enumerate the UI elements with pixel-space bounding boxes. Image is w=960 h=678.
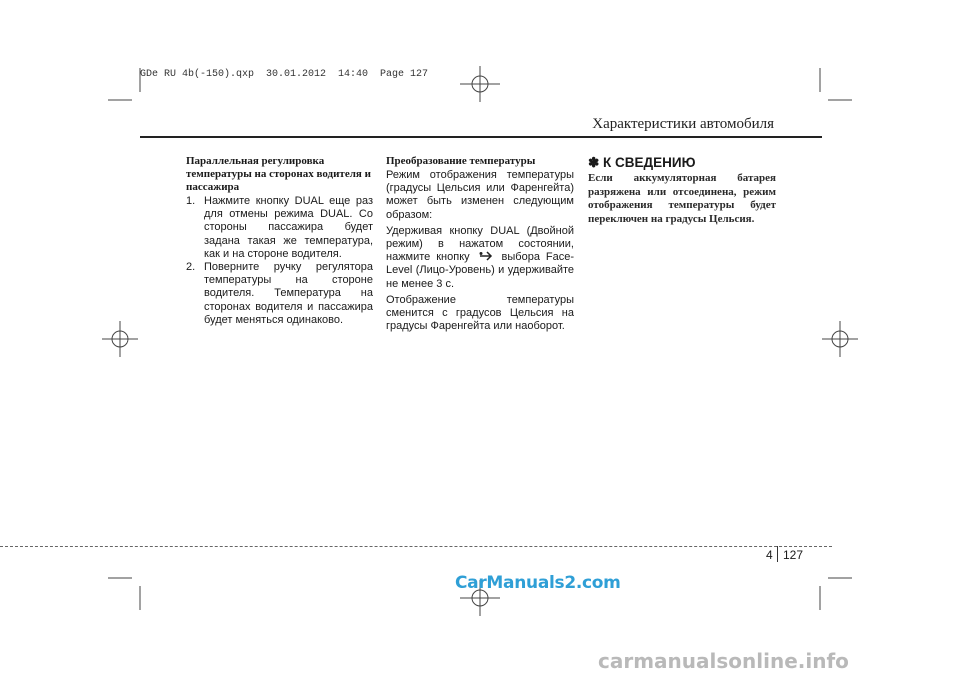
chapter-divider: [777, 546, 778, 562]
registration-crosshair-top: [460, 66, 500, 102]
print-header: GDe RU 4b(-150).qxp 30.01.2012 14:40 Page 127: [140, 69, 429, 80]
list-number: 2.: [186, 261, 196, 274]
notice-body: Если аккумуляторная батарея разряжена или отсоединена, режим отображения температуры будет переключен на градусы Цельсия.: [588, 172, 776, 225]
heading-line: пассажира: [186, 181, 240, 193]
page-number: 127: [783, 548, 804, 562]
face-level-airflow-icon: [478, 251, 494, 261]
list-text: Нажмите кнопку DUAL еще раз для отмены режима DUAL. Со стороны пассажира будет задана такая же температура, как и на стороне водителя.: [204, 195, 373, 260]
list-item: [186, 195, 373, 261]
heading-line: Параллельная регулировка: [186, 155, 325, 167]
watermark-carmanualsonline[interactable]: carmanualsonline.info: [598, 649, 849, 673]
section-title: Характеристики автомобиля: [592, 116, 774, 132]
heading-line: температуры на сторонах водителя и: [186, 168, 371, 180]
list-number: 1.: [186, 195, 196, 207]
left-heading: [186, 155, 373, 194]
paragraph: [386, 225, 574, 291]
registration-crosshair-left: [102, 321, 138, 357]
notice-column: [588, 155, 776, 226]
footer-dashed-rule: [0, 546, 832, 547]
notice-title: ✽ К СВЕДЕНИЮ: [588, 155, 696, 170]
paragraph: Отображение температуры сменится с градусов Цельсия на градусы Фаренгейта или наоборот.: [386, 293, 574, 333]
middle-column: [386, 155, 574, 336]
paragraph: Режим отображения температуры (градусы Цельсия или Фаренгейта) может быть изменен следующим образом:: [386, 169, 574, 221]
watermark-carmanuals2[interactable]: CarManuals2.com: [455, 573, 621, 593]
list-text: Поверните ручку регулятора температуры на стороне водителя. Температура на сторонах водителя и пассажира будет меняться одинаково.: [204, 261, 373, 326]
paragraph-text: выбора Face-Level (Лицо-Уровень) и удерживайте не менее 3 с.: [386, 251, 575, 290]
registration-crosshair-right: [822, 321, 858, 357]
chapter-number: 4: [766, 548, 773, 562]
middle-heading: Преобразование температуры: [386, 155, 536, 167]
paragraph-text: Удерживая кнопку DUAL (Двойной режим) в нажатом состоянии, нажмите кнопку: [386, 224, 574, 264]
left-column: [186, 155, 373, 327]
list-item: [186, 261, 373, 327]
title-rule: [140, 136, 822, 138]
